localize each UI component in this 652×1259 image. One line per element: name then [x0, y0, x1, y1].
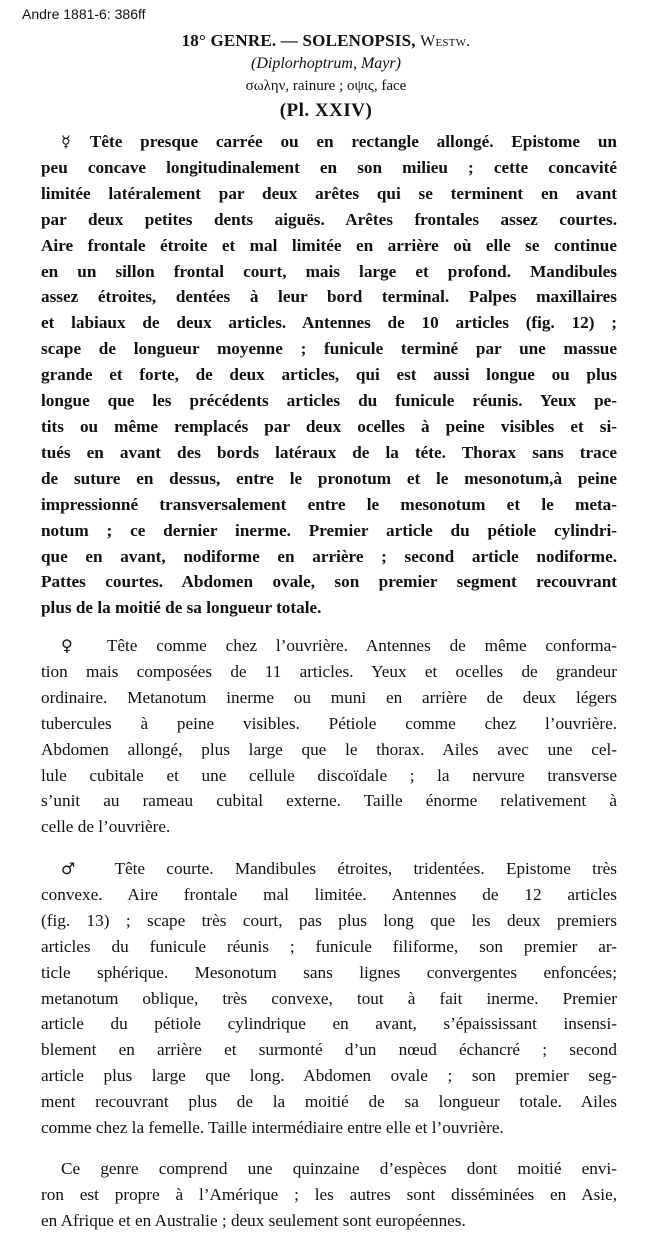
text-line: [41, 362, 617, 388]
text-line: [41, 986, 617, 1012]
text-line-content: article plus large que long. Abdomen ovale ; son premier seg-: [41, 1066, 617, 1086]
text-line: [41, 336, 617, 362]
caste-symbol-icon: ♂: [61, 859, 115, 878]
text-line: [41, 633, 617, 659]
text-line: [41, 814, 617, 840]
text-line: [41, 1208, 617, 1234]
text-line: [41, 233, 617, 259]
text-line: [41, 1182, 617, 1208]
text-line-content: lule cubitale et une cellule discoïdale ; la nervure transverse: [41, 765, 617, 785]
text-line-content: Aire frontale étroite et mal limitée en arrière où elle se continue: [41, 235, 617, 255]
caste-symbol-icon: ☿: [61, 132, 90, 151]
text-line: [41, 960, 617, 986]
text-line: [41, 856, 617, 882]
text-line-content: articles du funicule réunis ; funicule filiforme, son premier ar-: [41, 936, 617, 956]
text-line-content: longue que les précédents articles du funicule réunis. Yeux pe-: [41, 391, 617, 411]
text-line: [41, 310, 617, 336]
text-line-content: (fig. 13) ; scape très court, pas plus long que les deux premiers: [41, 910, 617, 930]
text-line-content: tubercules à peine visibles. Pétiole comme chez l’ouvrière.: [41, 713, 617, 733]
text-line: [41, 1156, 617, 1182]
genus-author: Westw.: [420, 33, 471, 50]
source-label: Andre 1881-6: 386ff: [22, 6, 146, 22]
text-line-content: impressionné transversalement entre le mesonotum et le meta-: [41, 494, 617, 514]
genus-distribution-paragraph: [41, 1156, 617, 1234]
text-line-content: Tête presque carrée ou en rectangle allongé. Epistome un: [89, 132, 617, 151]
text-line: [41, 440, 617, 466]
text-line-content: ment recouvrant plus de la moitié de sa longueur totale. Ailes: [41, 1092, 617, 1112]
text-line: [41, 1011, 617, 1037]
text-line-content: celle de l’ouvrière.: [41, 817, 171, 837]
text-line: [41, 544, 617, 570]
text-line-content: Pattes courtes. Abdomen ovale, son premier segment recouvrant: [41, 572, 617, 592]
text-line: [41, 284, 617, 310]
text-line-content: Tête comme chez l’ouvrière. Antennes de même conforma-: [106, 636, 618, 655]
text-line: [41, 569, 617, 595]
text-line-content: grande et forte, de deux articles, qui est aussi longue ou plus: [41, 365, 617, 385]
text-line-content: ticle sphérique. Mesonotum sans lignes convergentes enfoncées;: [41, 962, 617, 982]
text-line-content: plus de la moitié de sa longueur totale.: [41, 598, 322, 618]
text-line-content: s’unit au rameau cubital externe. Taille énorme relativement à: [41, 791, 617, 811]
genus-title: 18° GENRE. — SOLENOPSIS,: [181, 31, 416, 50]
text-line: [41, 492, 617, 518]
text-line-content: convexe. Aire frontale mal limitée. Antennes de 12 articles: [41, 884, 617, 904]
text-line-content: ron est propre à l’Amérique ; les autres sont disséminées en Asie,: [41, 1184, 617, 1204]
text-line: [41, 882, 617, 908]
text-line-content: notum ; ce dernier inerme. Premier article du pétiole cylindri-: [41, 520, 617, 540]
text-line-content: et labiaux de deux articles. Antennes de 10 articles (fig. 12) ;: [41, 313, 617, 333]
text-line: [41, 685, 617, 711]
etymology-line: σωλην, rainure ; οψις, face: [245, 78, 407, 94]
text-line: [41, 181, 617, 207]
text-line: [41, 207, 617, 233]
text-line: [41, 518, 617, 544]
text-line-content: par deux petites dents aiguës. Arêtes frontales assez courtes.: [41, 209, 617, 229]
text-line-content: en un sillon frontal court, mais large et profond. Mandibules: [41, 261, 617, 281]
female-description-paragraph: [41, 633, 617, 840]
worker-description-paragraph: [41, 129, 617, 621]
text-line-content: comme chez la femelle. Taille intermédiaire entre elle et l’ouvrière.: [41, 1118, 504, 1138]
text-line: [41, 711, 617, 737]
text-line: [41, 908, 617, 934]
text-line: [41, 934, 617, 960]
text-line-content: metanotum oblique, très convexe, tout à fait inerme. Premier: [41, 988, 617, 1008]
subgenus-line: (Diplorhoptrum, Mayr): [251, 55, 401, 72]
text-line: [41, 1063, 617, 1089]
text-line-content: peu concave longitudinalement en son milieu ; cette concavité: [41, 157, 617, 177]
genus-heading: [0, 31, 652, 51]
text-line: [41, 595, 617, 621]
text-line: [41, 466, 617, 492]
text-line: [41, 129, 617, 155]
text-line: [41, 1037, 617, 1063]
text-line: [41, 737, 617, 763]
text-line-content: blement en arrière et surmonté d’un nœud échancré ; second: [41, 1040, 617, 1060]
text-line: [41, 1115, 617, 1141]
text-line-content: Abdomen allongé, plus large que le thorax. Ailes avec une cel-: [41, 739, 617, 759]
plate-reference: (Pl. XXIV): [279, 100, 373, 121]
text-line: [41, 259, 617, 285]
text-line-content: en Afrique et en Australie ; deux seulement sont européennes.: [41, 1210, 466, 1230]
text-line-content: scape de longueur moyenne ; funicule terminé par une massue: [41, 339, 617, 359]
text-line-content: ordinaire. Metanotum inerme ou muni en arrière de deux légers: [41, 687, 617, 707]
text-line: [41, 763, 617, 789]
text-line-content: que en avant, nodiforme en arrière ; second article nodiforme.: [41, 546, 617, 566]
text-line-content: tués en avant des bords latéraux de la téte. Thorax sans trace: [41, 442, 617, 462]
text-line: [41, 155, 617, 181]
caste-symbol-icon: ♀: [61, 636, 107, 655]
text-line-content: article du pétiole cylindrique en avant, s’épaississant insensi-: [41, 1014, 617, 1034]
text-line: [41, 414, 617, 440]
text-line: [41, 1089, 617, 1115]
text-line: [41, 788, 617, 814]
text-line: [41, 659, 617, 685]
text-line-content: de suture en dessus, entre le pronotum et le mesonotum,à peine: [41, 468, 617, 488]
text-line: [41, 388, 617, 414]
text-line-content: limitée latéralement par deux arêtes qui se terminent en avant: [41, 183, 617, 203]
text-line-content: assez étroites, dentées à leur bord terminal. Palpes maxillaires: [41, 287, 617, 307]
text-line-content: Tête courte. Mandibules étroites, tridentées. Epistome très: [114, 859, 617, 878]
male-description-paragraph: [41, 856, 617, 1141]
text-line-content: tits ou même remplacés par deux ocelles à peine visibles et si-: [41, 416, 617, 436]
text-line-content: tion mais composées de 11 articles. Yeux et ocelles de grandeur: [41, 661, 617, 681]
text-line-content: Ce genre comprend une quinzaine d’espèces dont moitié envi-: [61, 1159, 617, 1178]
